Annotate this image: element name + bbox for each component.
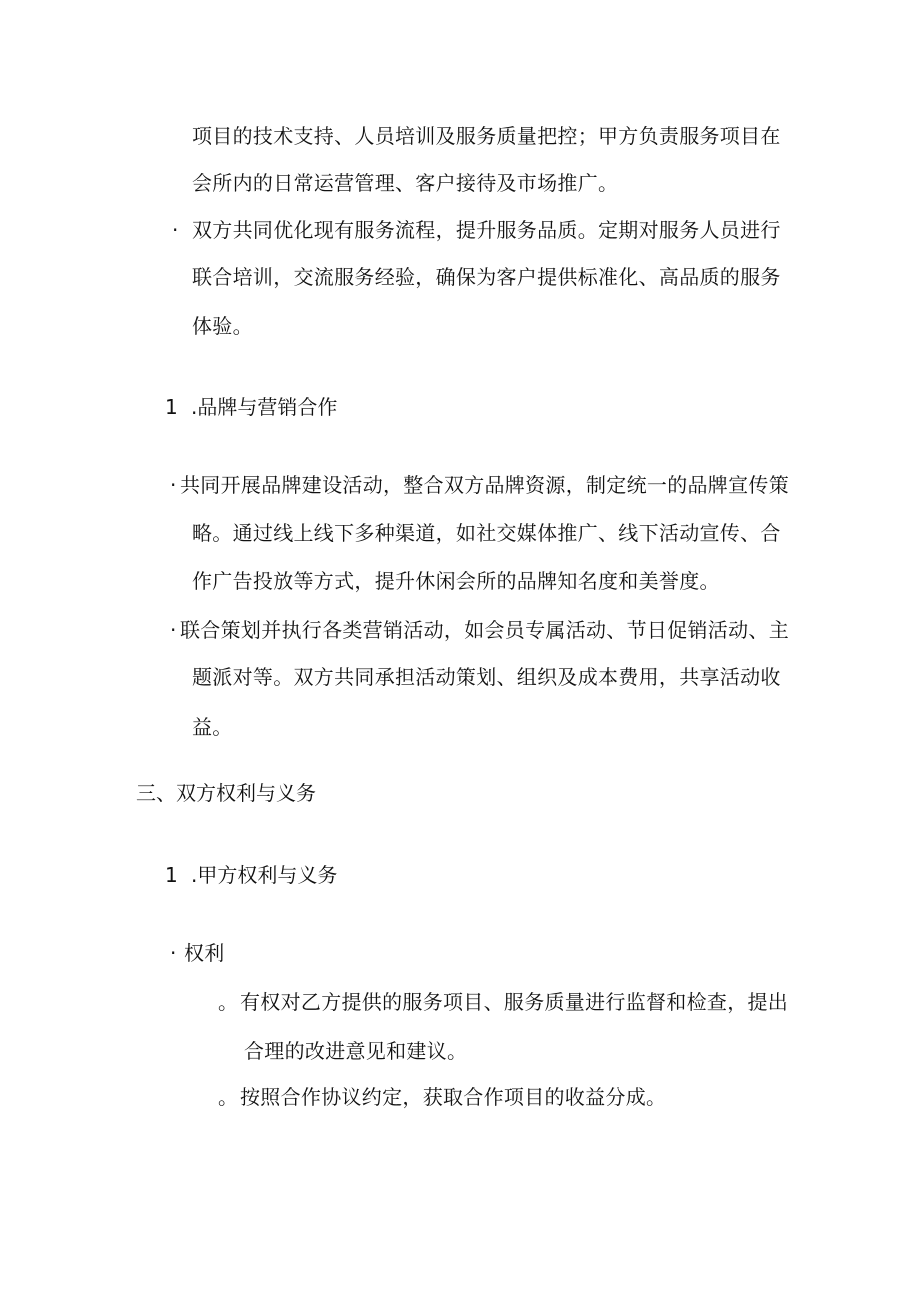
section-title: .品牌与营销合作	[191, 395, 338, 419]
text-line: 略。通过线上线下多种渠道，如社交媒体推广、线下活动宣传、合	[192, 521, 781, 545]
bullet-dot: ·	[170, 618, 177, 642]
section-heading-party-a	[165, 862, 337, 888]
text-line: 有权对乙方提供的服务项目、服务质量进行监督和检查，提出	[240, 990, 789, 1014]
text-line: 共同开展品牌建设活动，整合双方品牌资源，制定统一的品牌宣传策	[180, 473, 789, 497]
text-line: 题派对等。双方共同承担活动策划、组织及成本费用，共享活动收	[192, 665, 781, 689]
rights-label: 权利	[184, 941, 225, 965]
section-number: 1	[165, 863, 178, 887]
text-line: 合理的改进意见和建议。	[244, 1039, 468, 1063]
text-line: 双方共同优化现有服务流程，提升服务品质。定期对服务人员进行	[192, 218, 781, 242]
bullet-dot: ·	[170, 473, 177, 497]
text-line: 联合培训，交流服务经验，确保为客户提供标准化、高品质的服务	[192, 265, 781, 289]
text-line: 按照合作协议约定，获取合作项目的收益分成。	[240, 1085, 667, 1109]
text-line: 作广告投放等方式，提升休闲会所的品牌知名度和美誉度。	[192, 569, 720, 593]
bullet-dot: ·	[172, 218, 179, 242]
section-heading-brand-marketing	[165, 394, 337, 420]
bullet-circle: 。	[218, 1085, 238, 1109]
section-heading-rights-obligations	[136, 780, 316, 806]
bullet-circle: 。	[218, 990, 238, 1014]
section-title: 三、双方权利与义务	[136, 781, 316, 805]
text-line: 项目的技术支持、人员培训及服务质量把控；甲方负责服务项目在	[192, 124, 781, 148]
text-line: 益。	[192, 715, 233, 739]
section-number: 1	[165, 395, 178, 419]
bullet-dot: ·	[170, 941, 177, 965]
text-line: 会所内的日常运营管理、客户接待及市场推广。	[192, 171, 619, 195]
section-title: .甲方权利与义务	[191, 863, 338, 887]
text-line: 联合策划并执行各类营销活动，如会员专属活动、节日促销活动、主	[180, 618, 789, 642]
text-line: 体验。	[192, 314, 253, 338]
